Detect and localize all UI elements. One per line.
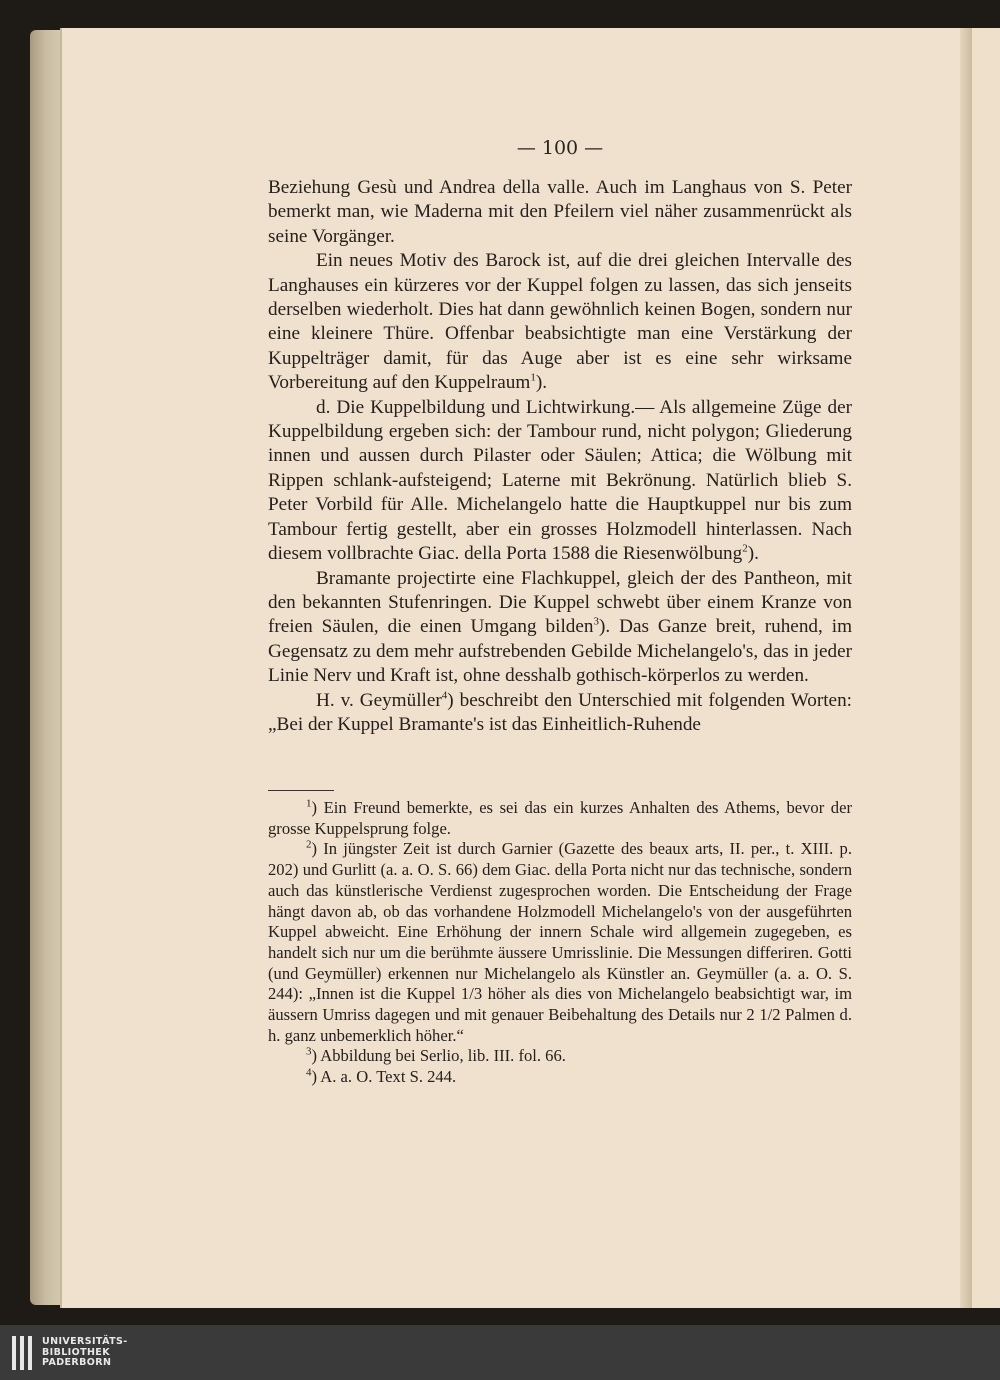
footnote-ref: 1 [530,371,536,384]
paragraph: H. v. Geymüller$^4$) beschreibt den Unterschied mit folgenden Worten: „Bei der Kuppel Bramante's ist das Einheitlich-Ruhende [268,689,852,735]
page-number: — 100 — [516,137,604,159]
paragraph: d. Die Kuppelbildung und Lichtwirkung.— Als allgemeine Züge der Kuppelbildung ergeben sich: der Tambour rund, nicht polygon; Gliederung innen und aussen durch Pilaster oder Säulen; Attica; die Wölbung mit Rippen schlank-aufsteigend; Laterne mit Bekrönung. Natürlich blieb S. Peter Vorbild für Alle. Michelangelo hatte die Hauptkuppel nur bis zum Tambour fertig gestellt, aber ein grosses Holzmodell hinterlassen. Nach diesem vollbrachte Giac. della Porta 1588 die Riesenwölbung$^2$). [268,396,852,565]
footnote-separator [268,790,334,791]
paragraph: Ein neues Motiv des Barock ist, auf die drei gleichen Intervalle des Langhauses ein kürzeres vor der Kuppel folgen zu lassen, das sich jenseits derselben wiederholt. Dies hat dann gewöhnlich keinen Bogen, sondern nur eine kleinere Thüre. Offenbar beabsichtigte man eine Verstärkung der Kuppelträger damit, für das Auge aber ist es eine sehr wirksame Vorbereitung auf den Kuppelraum$^1$). [268,250,852,394]
footnote-ref: 4 [441,689,448,702]
footnote: $^2$) In jüngster Zeit ist durch Garnier (Gazette des beaux arts, II. per., t. XIII. p. 202) und Gurlitt (a. a. O. S. 66) dem Giac. della Porta nicht nur das technische, sondern auch das künstlerische Verdienst zugesprochen worden. Die Entscheidung der Frage hängt davon ab, ob das vorhandene Holzmodell Michelangelo's von der ausgeführten Kuppel abweicht. Eine Erhöhung der innern Schale wird allgemein zugegeben, es handelt sich nur um die berühmte äussere Umrisslinie. Die Messungen differiren. Gotti (und Geymüller) erkennen nur Michelangelo als Künstler an. Geymüller (a. a. O. S. 244): „Innen ist die Kuppel 1/3 höher als dies von Michelangelo beabsichtigt war, im äussern Umriss dagegen und mit genauer Beibehaltung des Details nur 2 1/2 Palmen d. h. ganz unbemerklich höher.“ [268,838,853,1045]
footer-bar [0,1325,1000,1380]
facing-page-edge [972,28,1000,1308]
footnote: $^3$) Abbildung bei Serlio, lib. III. fol. 66. [306,1045,566,1066]
footnote-ref: 3 [593,615,599,628]
library-logo-icon [12,1336,32,1370]
library-logo [12,1333,128,1373]
footnote-ref: 2 [742,542,748,555]
footnote: $^1$) Ein Freund bemerkte, es sei das ein kurzes Anhalten des Athems, bevor der grosse Kuppelsprung folge. [268,797,852,838]
paragraph: Bramante projectirte eine Flachkuppel, gleich der des Pantheon, mit den bekannten Stufenringen. Die Kuppel schwebt über einem Kranze von freien Säulen, die einen Umgang bilden$^3$). Das Ganze breit, ruhend, im Gegensatz zu dem mehr aufstrebenden Gebilde Michelangelo's, das in jeder Linie Nerv und Kraft ist, ohne desshalb gothisch-körperlos zu werden. [268,567,852,687]
paragraph: Beziehung Gesù und Andrea della valle. Auch im Langhaus von S. Peter bemerkt man, wie Maderna mit den Pfeilern viel näher zusammenrückt als seine Vorgänger. [268,177,852,247]
library-logo-text: UNIVERSITÄTS- BIBLIOTHEK PADERBORN [42,1336,128,1369]
footnote: $^4$) A. a. O. Text S. 244. [306,1066,457,1087]
footnotes [268,798,852,1088]
body-text [268,176,852,737]
